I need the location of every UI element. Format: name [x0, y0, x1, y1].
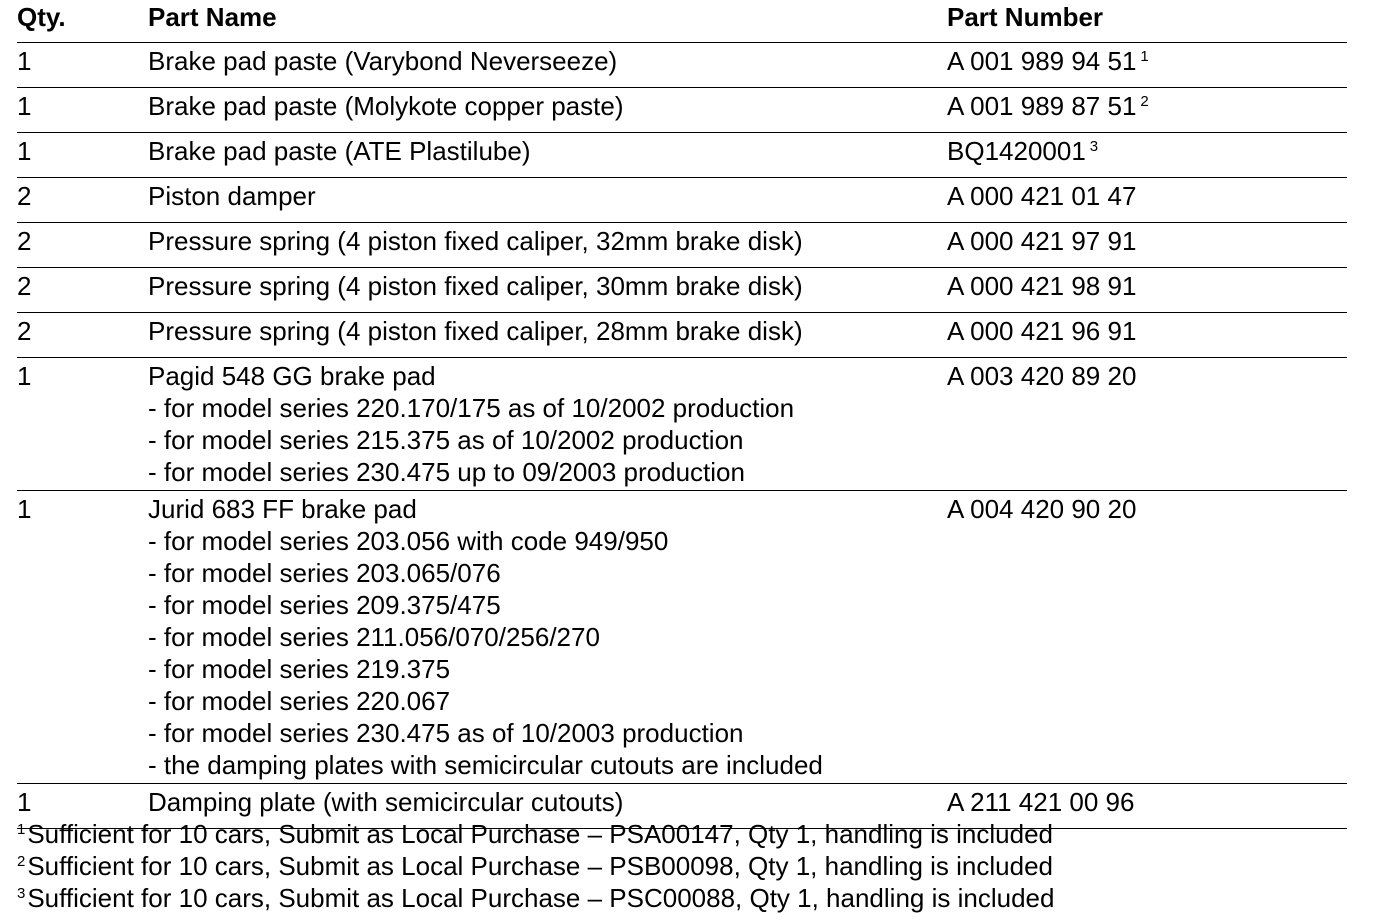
part-number: BQ1420001 [947, 136, 1086, 166]
part-name-cell [148, 270, 803, 302]
table-header [17, 0, 1347, 43]
header-qty: Qty. [17, 2, 66, 32]
part-number-cell [947, 135, 1098, 167]
footnotes [17, 818, 1347, 914]
part-name: Brake pad paste (Molykote copper paste) [148, 91, 624, 121]
part-number: A 000 421 98 91 [947, 271, 1137, 301]
footnote-text: Sufficient for 10 cars, Submit as Local Purchase – PSB00098, Qty 1, handling is included [27, 851, 1054, 881]
qty-cell: 1 [17, 136, 32, 166]
part-name: Pagid 548 GG brake pad [148, 361, 436, 391]
part-number: A 000 421 01 47 [947, 181, 1137, 211]
part-name-detail: - for model series 209.375/475 [148, 590, 501, 620]
table-row [17, 313, 1347, 358]
part-number-cell [947, 180, 1136, 212]
table-row [17, 88, 1347, 133]
part-number-cell [947, 90, 1149, 122]
part-name-detail: - for model series 230.475 up to 09/2003 production [148, 457, 745, 487]
part-name-detail: - for model series 203.065/076 [148, 558, 501, 588]
part-name: Piston damper [148, 181, 316, 211]
table-row [17, 178, 1347, 223]
part-number-cell [947, 270, 1136, 302]
header-part-number: Part Number [947, 2, 1104, 32]
part-number: A 003 420 89 20 [947, 361, 1137, 391]
footnote-marker: 3 [1089, 138, 1099, 155]
part-number-cell [947, 360, 1136, 392]
footnote [17, 818, 1347, 850]
qty-cell: 1 [17, 787, 32, 817]
qty-cell: 2 [17, 181, 32, 211]
part-name: Pressure spring (4 piston fixed caliper, 32mm brake disk) [148, 226, 803, 256]
table-row [17, 491, 1347, 784]
footnote-mark: 1 [17, 821, 26, 838]
part-name-detail: - for model series 220.170/175 as of 10/2002 production [148, 393, 795, 423]
parts-table [17, 0, 1347, 829]
footnote-mark: 2 [17, 853, 26, 870]
part-name-cell [148, 786, 623, 818]
qty-cell: 1 [17, 361, 32, 391]
part-name-detail: - for model series 219.375 [148, 654, 451, 684]
header-part-name: Part Name [148, 2, 277, 32]
part-number-cell [947, 786, 1134, 818]
part-name-cell [148, 225, 803, 257]
part-name-cell [148, 180, 316, 212]
table-row [17, 358, 1347, 491]
part-name-cell [148, 45, 617, 77]
part-number: A 000 421 96 91 [947, 316, 1137, 346]
footnote [17, 850, 1347, 882]
part-name-detail: - for model series 215.375 as of 10/2002 production [148, 425, 744, 455]
qty-cell: 1 [17, 46, 32, 76]
part-name: Pressure spring (4 piston fixed caliper, 28mm brake disk) [148, 316, 803, 346]
qty-cell: 1 [17, 91, 32, 121]
part-number-cell [947, 493, 1136, 525]
part-name: Damping plate (with semicircular cutouts) [148, 787, 624, 817]
part-name-cell [148, 315, 803, 347]
part-name: Pressure spring (4 piston fixed caliper, 30mm brake disk) [148, 271, 803, 301]
part-name-detail: - for model series 220.067 [148, 686, 451, 716]
part-number: A 004 420 90 20 [947, 494, 1137, 524]
footnote [17, 882, 1347, 914]
part-name: Brake pad paste (ATE Plastilube) [148, 136, 531, 166]
qty-cell: 2 [17, 271, 32, 301]
part-number: A 000 421 97 91 [947, 226, 1137, 256]
part-name-detail: - the damping plates with semicircular cutouts are included [148, 750, 823, 780]
table-row [17, 268, 1347, 313]
part-name: Brake pad paste (Varybond Neverseeze) [148, 46, 618, 76]
table-row [17, 133, 1347, 178]
part-name-cell [148, 90, 623, 122]
qty-cell: 2 [17, 316, 32, 346]
part-name-detail: - for model series 203.056 with code 949/950 [148, 526, 669, 556]
part-number: A 001 989 87 51 [947, 91, 1137, 121]
part-number-cell [947, 45, 1149, 77]
table-body [17, 43, 1347, 829]
part-name-cell [148, 360, 794, 488]
part-number-cell [947, 315, 1136, 347]
footnote-mark: 3 [17, 885, 26, 902]
footnote-text: Sufficient for 10 cars, Submit as Local Purchase – PSA00147, Qty 1, handling is included [27, 819, 1054, 849]
footnote-text: Sufficient for 10 cars, Submit as Local Purchase – PSC00088, Qty 1, handling is included [27, 883, 1055, 913]
footnote-marker: 1 [1140, 48, 1149, 65]
part-number: A 001 989 94 51 [947, 46, 1137, 76]
table-row [17, 43, 1347, 88]
part-name-cell [148, 493, 823, 781]
part-number-cell [947, 225, 1136, 257]
table-row [17, 223, 1347, 268]
part-name-detail: - for model series 211.056/070/256/270 [148, 622, 600, 652]
part-name-cell [148, 135, 530, 167]
part-name: Jurid 683 FF brake pad [148, 494, 417, 524]
part-number: A 211 421 00 96 [947, 787, 1135, 817]
qty-cell: 2 [17, 226, 32, 256]
part-name-detail: - for model series 230.475 as of 10/2003 production [148, 718, 744, 748]
footnote-marker: 2 [1140, 93, 1149, 110]
qty-cell: 1 [17, 494, 32, 524]
